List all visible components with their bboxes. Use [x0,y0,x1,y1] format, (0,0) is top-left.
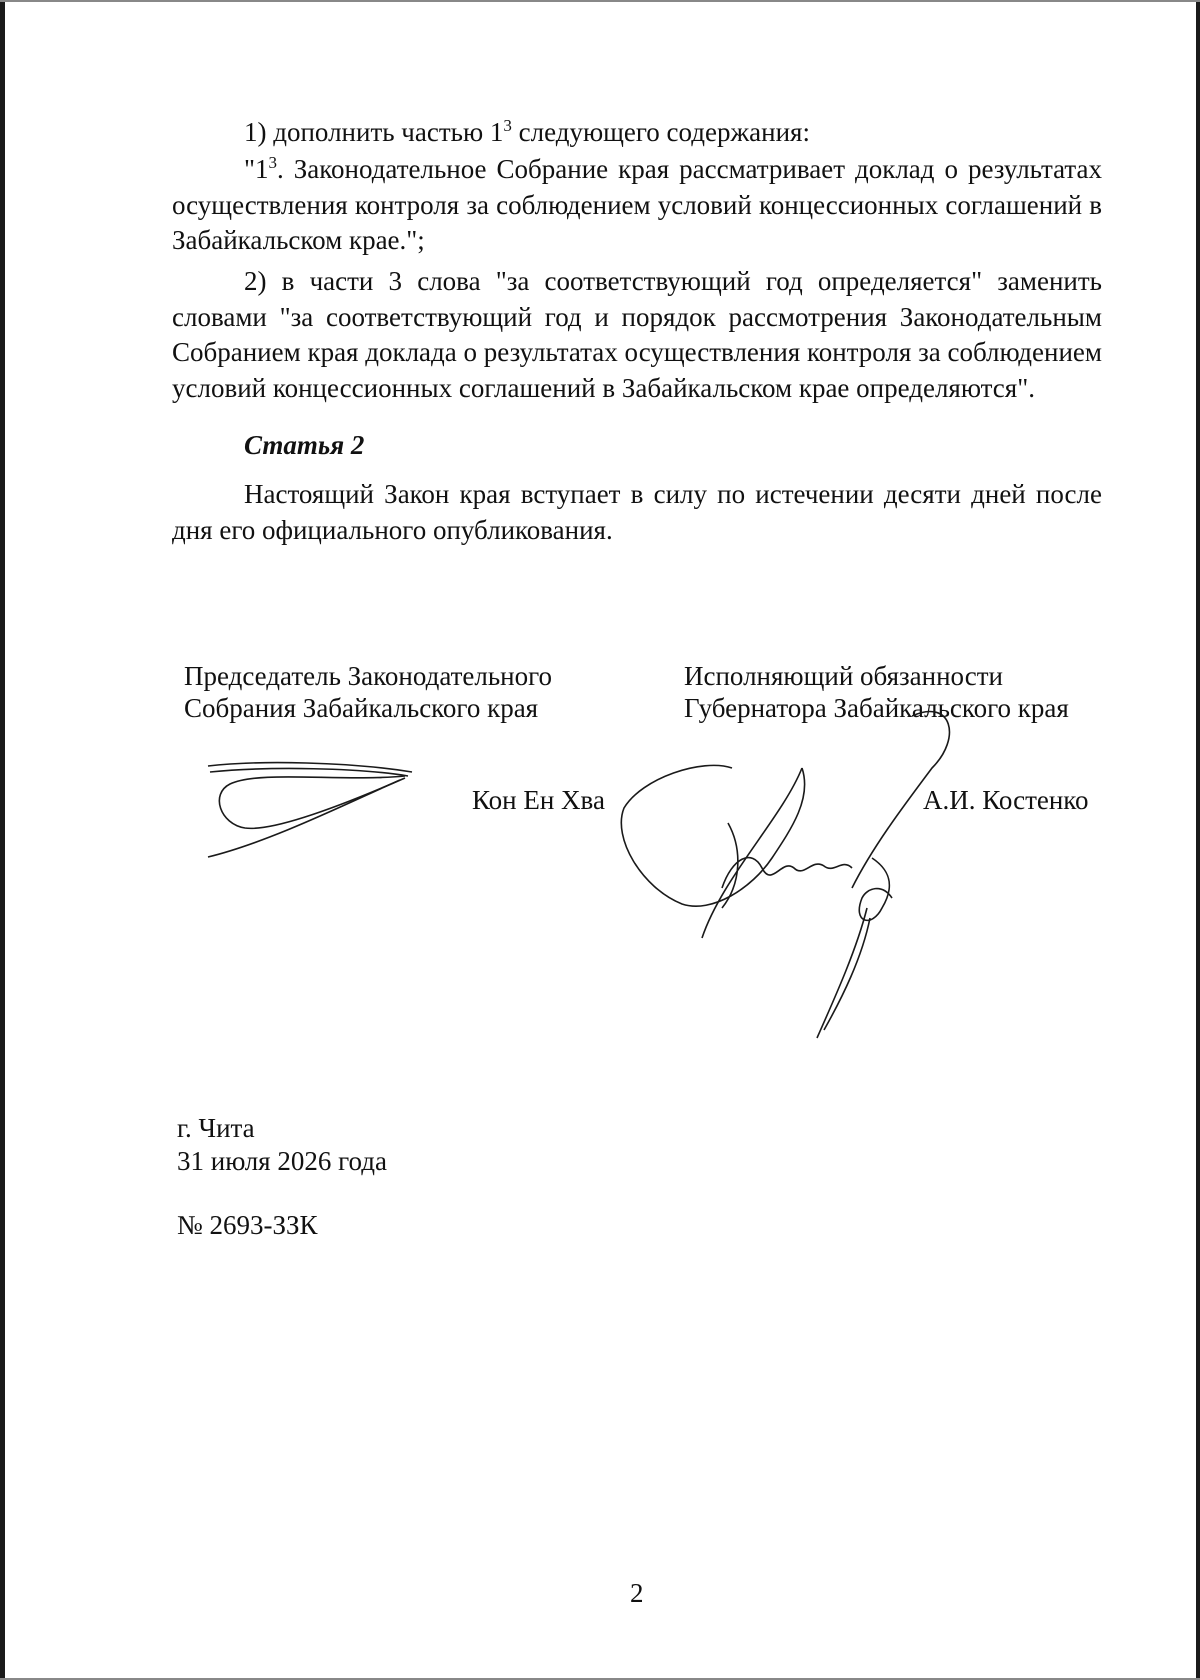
article-2-title: Статья 2 [244,430,365,460]
signing-date: 31 июля 2026 года [177,1146,387,1176]
amendment-item-1: 1) дополнить частью $1^3$ следующего содержания: [244,116,810,147]
amendment-quote: "$1^3$. Законодательное Собрание края рассматривает доклад о результатах осуществления контроля за соблюдением условий концессионных соглашений в Забайкальском крае."; [172,153,1102,255]
scan-edge-left [0,0,5,1680]
amendment-item-2: 2) в части 3 слова "за соответствующий год определяется" заменить словами "за соответствующий год и порядок рассмотрения Законодательным Собранием края доклада о результатах осуществления контроля за соблюдением условий концессионных соглашений в Забайкальском крае определяются". [172,266,1102,403]
scan-edge-right [1196,0,1200,1680]
page-number: 2 [630,1578,644,1608]
place-and-date [177,1112,387,1178]
governor-name: А.И. Костенко [923,785,1089,815]
governor-title-line-2: Губернатора Забайкальского края [684,693,1069,723]
article-2-text: Настоящий Закон края вступает в силу по истечении десяти дней после дня его официального опубликования. [172,479,1102,545]
chairman-signature [200,752,420,862]
chairman-name: Кон Ен Хва [472,785,605,815]
governor-signature [612,708,1012,1048]
scan-edge-top [0,0,1200,2]
law-number: № 2693-ЗЗК [177,1210,318,1240]
chairman-title-line-2: Собрания Забайкальского края [184,693,539,723]
city: г. Чита [177,1113,255,1143]
chairman-title [184,660,552,724]
governor-title-line-1: Исполняющий обязанности [684,661,1003,691]
chairman-title-line-1: Председатель Законодательного [184,661,553,691]
